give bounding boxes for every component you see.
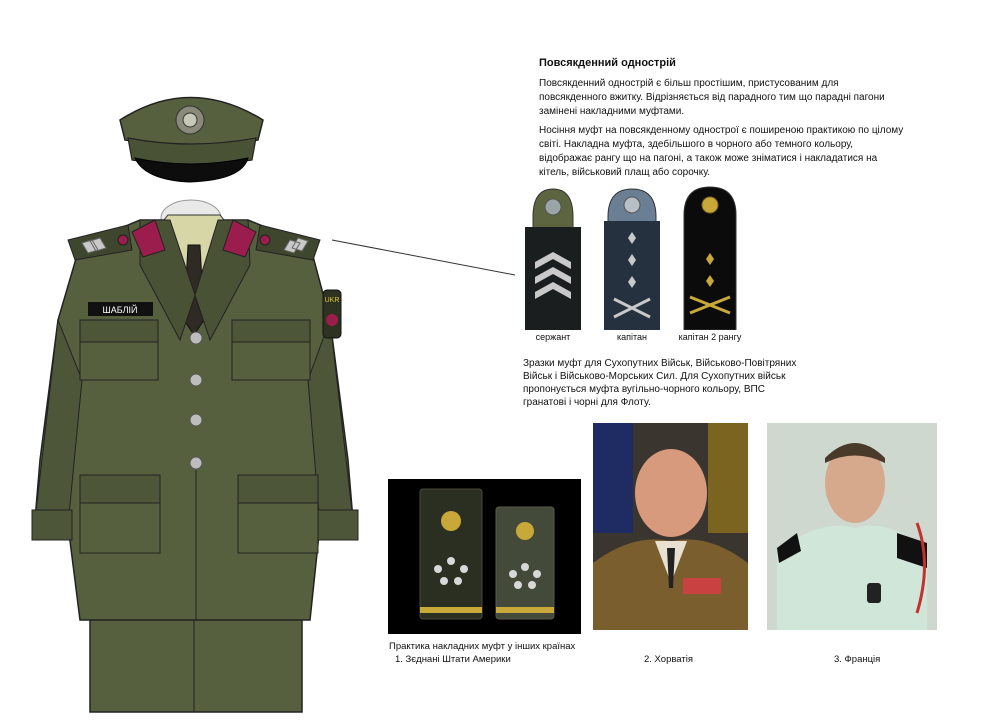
strap-captain-2nd-rank (682, 185, 738, 330)
strap-label-captain: капітан (616, 332, 647, 342)
strap-label-captain-2nd-rank: капітан 2 рангу (678, 332, 742, 342)
leader-line (330, 235, 520, 280)
country-label-croatia: 2. Хорватія (644, 654, 693, 665)
jacket-button (190, 457, 202, 469)
peaked-cap (120, 98, 263, 183)
straps-description: Зразки муфт для Сухопутних Військ, Військово-Повітряних Військ і Військово-Морських Сил. Для Сухопутних військ пропонується муфта вугільно-чорного кольору, ВПС гранатові і чорні для Флоту. (523, 358, 797, 408)
photo-france-soldier (767, 423, 937, 630)
international-heading: Практика накладних муфт у інших країнах (389, 641, 576, 652)
uniform-illustration (20, 80, 370, 720)
jacket-button (190, 374, 202, 386)
name-tag-text: ШАБЛІЙ (102, 305, 138, 315)
country-label-france: 3. Франція (834, 654, 881, 665)
strap-captain (604, 187, 660, 330)
paragraph-1: Повсякденний однострій є більш простішим, пристусованим для повсякденного вжитку. Відрізняється від парадного тим що парадні пагони замінені накладними муфтами. (539, 78, 885, 117)
jacket-button (190, 332, 202, 344)
strap-label-sergeant: сержант (535, 332, 571, 342)
jacket-button (190, 414, 202, 426)
country-label-usa: 1. Зєднані Штати Америки (395, 654, 511, 665)
ukr-patch (323, 290, 341, 338)
strap-sergeant (525, 187, 581, 330)
paragraph-2: Носіння муфт на повсякденному однострої є поширеною практикою по цілому світі. Накладна муфта, здебільшого в чорного або темного кольору, відображає рангу що на пагоні, а також може зніматися і накладатися на кітель, військовий плащ або сорочку. (539, 125, 904, 178)
photo-croatia-officer (593, 423, 748, 630)
photo-usa-straps (388, 479, 581, 634)
section-title: Повсякденний однострій (539, 57, 676, 69)
svg-text:UKR: UKR (324, 297, 340, 304)
